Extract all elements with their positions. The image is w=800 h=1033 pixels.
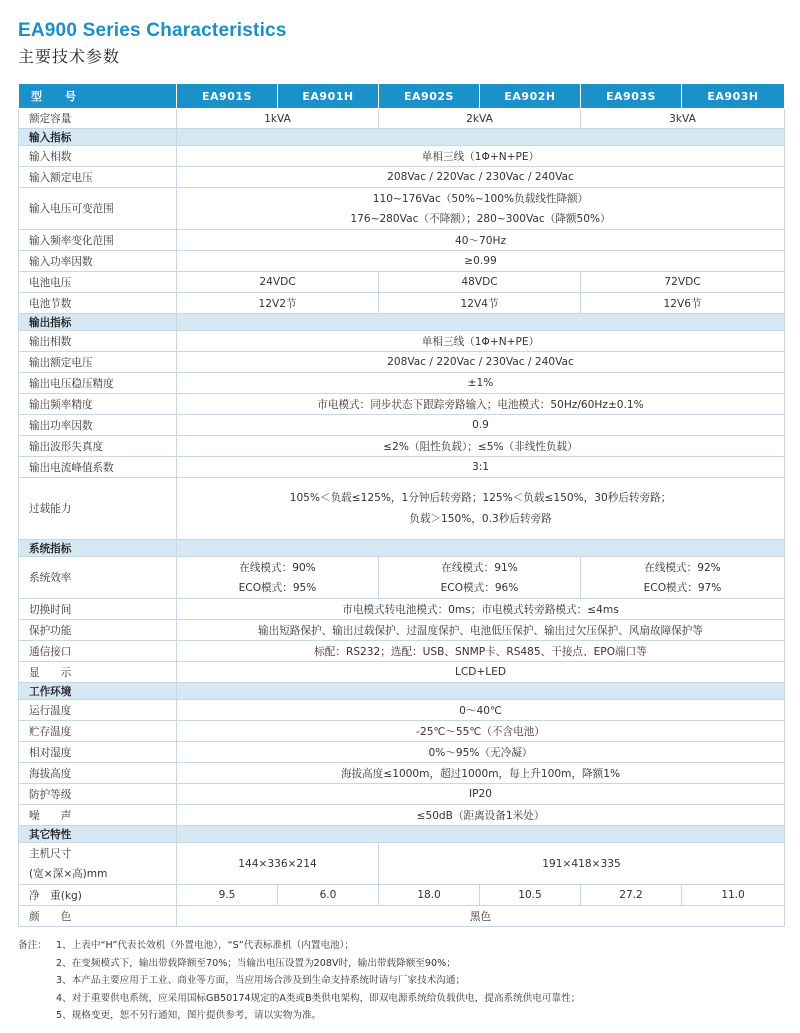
- table-row: [19, 784, 785, 805]
- value-line: 176~280Vac（不降额）；280~300Vac（降额50%）: [350, 212, 611, 225]
- note-text: 1、上表中“H”代表长效机（外置电池），“S”代表标准机（内置电池）；: [56, 940, 355, 951]
- row-value: ≥0.99: [177, 251, 785, 272]
- row-label: 保护功能: [19, 620, 177, 641]
- row-value: 12V2节: [177, 293, 379, 314]
- row-value: 标配：RS232；选配：USB、SNMP卡、RS485、干接点、EPO端口等: [177, 641, 785, 662]
- note-text: 5、规格变更，恕不另行通知，图片提供参考，请以实物为准。: [56, 1010, 322, 1022]
- row-value: 208Vac / 220Vac / 230Vac / 240Vac: [177, 352, 785, 373]
- row-label: 显 示: [19, 662, 177, 683]
- row-label: 过载能力: [19, 478, 177, 540]
- row-label: 输入功率因数: [19, 251, 177, 272]
- row-value: 27.2: [581, 885, 682, 906]
- row-label: 净 重(kg): [19, 885, 177, 906]
- model-ea903h: EA903H: [682, 84, 785, 109]
- row-label: 输入频率变化范围: [19, 230, 177, 251]
- table-row: [19, 188, 785, 230]
- table-row: [19, 293, 785, 314]
- table-row: [19, 230, 785, 251]
- row-value: [177, 557, 379, 599]
- row-value: 3kVA: [581, 109, 785, 129]
- row-label: 贮存温度: [19, 721, 177, 742]
- note-text: 3、本产品主要应用于工业、商业等方面，当应用场合涉及到生命支持系统时请与厂家技术沟通；: [56, 975, 466, 987]
- table-row: [19, 641, 785, 662]
- table-row: [19, 146, 785, 167]
- row-value: 24VDC: [177, 272, 379, 293]
- row-label: 海拔高度: [19, 763, 177, 784]
- row-label: 输入额定电压: [19, 167, 177, 188]
- section-title: 系统指标: [19, 540, 177, 557]
- spec-table: [18, 83, 785, 927]
- note-line: [18, 1007, 580, 1025]
- row-value: 11.0: [682, 885, 785, 906]
- section-header: [19, 683, 785, 700]
- table-row: [19, 599, 785, 620]
- note-line: [18, 972, 580, 990]
- table-row: [19, 721, 785, 742]
- table-row: [19, 251, 785, 272]
- note-text: 2、在变频模式下，输出带载降额至70%；当输出电压设置为208V时，输出带载降额至90%；: [56, 957, 456, 969]
- table-row: [19, 620, 785, 641]
- title-chinese: 主要技术参数: [18, 47, 121, 66]
- table-row: [19, 352, 785, 373]
- row-value: 48VDC: [379, 272, 581, 293]
- row-value: 0%～95%（无冷凝）: [177, 742, 785, 763]
- section-title: 输入指标: [19, 129, 177, 146]
- table-row: [19, 331, 785, 352]
- row-value: LCD+LED: [177, 662, 785, 683]
- row-value: 2kVA: [379, 109, 581, 129]
- row-value: 9.5: [177, 885, 278, 906]
- model-ea901h: EA901H: [278, 84, 379, 109]
- value-line: ECO模式：97%: [643, 581, 722, 594]
- table-row: [19, 373, 785, 394]
- table-row: [19, 843, 785, 885]
- row-value: 72VDC: [581, 272, 785, 293]
- row-value: 12V4节: [379, 293, 581, 314]
- row-value: [177, 478, 785, 540]
- row-value: 单相三线（1Φ+N+PE）: [177, 146, 785, 167]
- table-row: [19, 805, 785, 826]
- table-row: [19, 763, 785, 784]
- row-value: 黑色: [177, 906, 785, 927]
- model-label: 型 号: [19, 84, 177, 109]
- label-line: 主机尺寸: [29, 847, 72, 860]
- row-value: [379, 557, 581, 599]
- row-label: 输入电压可变范围: [19, 188, 177, 230]
- row-label: 噪 声: [19, 805, 177, 826]
- row-value: 0～40℃: [177, 700, 785, 721]
- table-row: [19, 700, 785, 721]
- row-label: 相对湿度: [19, 742, 177, 763]
- row-label: [19, 843, 177, 885]
- row-label: 电池节数: [19, 293, 177, 314]
- value-line: 105%＜负载≤125%，1分钟后转旁路；125%＜负载≤150%，30秒后转旁路；: [289, 491, 672, 504]
- table-row: [19, 415, 785, 436]
- table-row: [19, 394, 785, 415]
- section-title: 其它特性: [19, 826, 177, 843]
- note-line: [18, 990, 580, 1008]
- model-ea903s: EA903S: [581, 84, 682, 109]
- section-header: [19, 314, 785, 331]
- row-label: 防护等级: [19, 784, 177, 805]
- row-value: [177, 188, 785, 230]
- row-value: 海拔高度≤1000m，超过1000m，每上升100m，降额1%: [177, 763, 785, 784]
- table-row: [19, 436, 785, 457]
- note-line: [18, 937, 580, 955]
- value-line: ECO模式：96%: [440, 581, 519, 594]
- table-row: [19, 167, 785, 188]
- row-label: 颜 色: [19, 906, 177, 927]
- section-header: [19, 129, 785, 146]
- table-row: [19, 478, 785, 540]
- row-value: ±1%: [177, 373, 785, 394]
- table-row: [19, 457, 785, 478]
- table-row: [19, 906, 785, 927]
- row-value: 144×336×214: [177, 843, 379, 885]
- header-row: [19, 84, 785, 109]
- row-label: 输出波形失真度: [19, 436, 177, 457]
- row-label: 输出电压稳压精度: [19, 373, 177, 394]
- model-ea902s: EA902S: [379, 84, 480, 109]
- row-label: 系统效率: [19, 557, 177, 599]
- row-value: 10.5: [480, 885, 581, 906]
- row-value: 3:1: [177, 457, 785, 478]
- row-label: 输出功率因数: [19, 415, 177, 436]
- row-value: 12V6节: [581, 293, 785, 314]
- row-value: 40～70Hz: [177, 230, 785, 251]
- row-label: 额定容量: [19, 109, 177, 129]
- note-text: 4、对于重要供电系统，应采用国标GB50174规定的A类或B类供电架构，即双电源系统给负载供电，提高系统供电可靠性；: [56, 992, 581, 1004]
- row-value: -25℃～55℃（不含电池）: [177, 721, 785, 742]
- section-title: 输出指标: [19, 314, 177, 331]
- row-label: 输出相数: [19, 331, 177, 352]
- row-value: ≤2%（阻性负载）；≤5%（非线性负载）: [177, 436, 785, 457]
- row-label: 通信接口: [19, 641, 177, 662]
- row-value: 市电模式：同步状态下跟踪旁路输入；电池模式：50Hz/60Hz±0.1%: [177, 394, 785, 415]
- model-ea902h: EA902H: [480, 84, 581, 109]
- row-label: 运行温度: [19, 700, 177, 721]
- row-value: 191×418×335: [379, 843, 785, 885]
- row-value: 6.0: [278, 885, 379, 906]
- table-row: [19, 742, 785, 763]
- row-value: 208Vac / 220Vac / 230Vac / 240Vac: [177, 167, 785, 188]
- value-line: 负载＞150%，0.3秒后转旁路: [409, 512, 552, 525]
- table-row: [19, 885, 785, 906]
- row-value: 0.9: [177, 415, 785, 436]
- row-label: 电池电压: [19, 272, 177, 293]
- row-label: 输出电流峰值系数: [19, 457, 177, 478]
- table-row: [19, 662, 785, 683]
- section-title: 工作环境: [19, 683, 177, 700]
- row-value: 市电模式转电池模式：0ms；市电模式转旁路模式：≤4ms: [177, 599, 785, 620]
- notes-prefix: 备注：: [18, 940, 47, 951]
- model-ea901s: EA901S: [177, 84, 278, 109]
- row-value: 1kVA: [177, 109, 379, 129]
- value-line: 在线模式：92%: [644, 561, 721, 574]
- row-value: IP20: [177, 784, 785, 805]
- value-line: 在线模式：90%: [239, 561, 316, 574]
- row-value: ≤50dB（距离设备1米处）: [177, 805, 785, 826]
- title-english: EA900 Series Characteristics: [18, 20, 287, 41]
- value-line: 在线模式：91%: [441, 561, 518, 574]
- notes: [18, 937, 580, 1025]
- value-line: 110~176Vac（50%~100%负载线性降额）: [372, 192, 589, 205]
- value-line: ECO模式：95%: [238, 581, 317, 594]
- row-value: 输出短路保护、输出过载保护、过温度保护、电池低压保护、输出过欠压保护、风扇故障保护等: [177, 620, 785, 641]
- label-line: (宽×深×高)mm: [29, 867, 108, 880]
- row-value: 单相三线（1Φ+N+PE）: [177, 331, 785, 352]
- section-header: [19, 540, 785, 557]
- table-row: [19, 272, 785, 293]
- table-row: [19, 557, 785, 599]
- note-line: [18, 955, 580, 973]
- row-label: 输出频率精度: [19, 394, 177, 415]
- row-value: [581, 557, 785, 599]
- row-label: 输入相数: [19, 146, 177, 167]
- row-label: 输出额定电压: [19, 352, 177, 373]
- table-row: [19, 109, 785, 129]
- section-header: [19, 826, 785, 843]
- row-label: 切换时间: [19, 599, 177, 620]
- row-value: 18.0: [379, 885, 480, 906]
